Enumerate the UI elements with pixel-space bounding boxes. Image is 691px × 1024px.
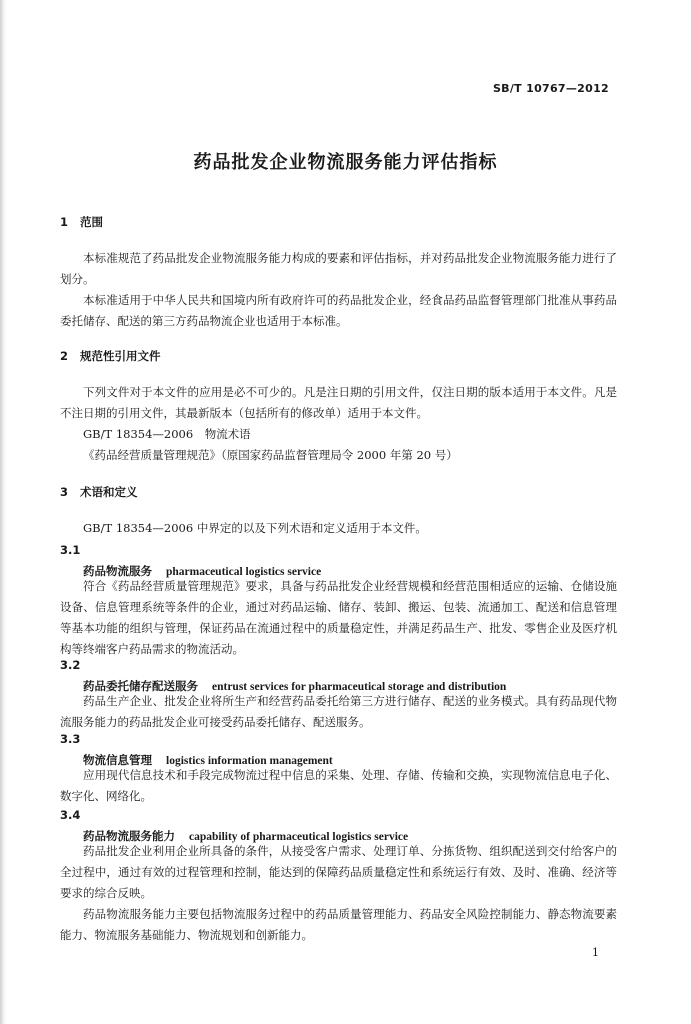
paragraph: 符合《药品经营质量管理规范》要求，具备与药品批发企业经营规模和经营范围相适应的运输、仓储设施设备、信息管理系统等条件的企业，通过对药品运输、储存、装卸、搬运、包装、流通加工、配送和信息管理等基本功能的组织与管理，保证药品在流通过程中的质量稳定性，并满足药品生产、批发、零售企业及医疗机构等终端客户药品需求的物流活动。 bbox=[60, 579, 617, 656]
paragraph: 本标准规范了药品批发企业物流服务能力构成的要素和评估指标，并对药品批发企业物流服务能力进行了划分。 bbox=[60, 251, 617, 286]
section-title: 规范性引用文件 bbox=[80, 349, 161, 363]
paragraph: 药品物流服务能力主要包括物流服务过程中的药品质量管理能力、药品安全风险控制能力、静态物流要素能力、物流服务基础能力、物流规划和创新能力。 bbox=[60, 907, 617, 942]
page-title: 药品批发企业物流服务能力评估指标 bbox=[193, 152, 498, 173]
section-3-heading bbox=[60, 484, 138, 500]
term-english: pharmaceutical logistics service bbox=[166, 566, 322, 578]
paragraph: 本标准适用于中华人民共和国境内所有政府许可的药品批发企业，经食品药品监督管理部门批准从事药品委托储存、配送的第三方药品物流企业也适用于本标准。 bbox=[60, 293, 617, 328]
paragraph: 药品批发企业利用企业所具备的条件，从接受客户需求、处理订单、分拣货物、组织配送到交付给客户的全过程中，通过有效的过程管理和控制，能达到的保障药品质量稳定性和系统运行有效、及时、准确、经济等要求的综合反映。 bbox=[60, 844, 617, 900]
term-definition bbox=[60, 841, 617, 946]
paragraph: 下列文件对于本文件的应用是必不可少的。凡是注日期的引用文件，仅注日期的版本适用于本文件。凡是不注日期的引用文件，其最新版本（包括所有的修改单）适用于本文件。 bbox=[60, 385, 617, 420]
term-english: logistics information management bbox=[166, 755, 333, 767]
section-2-heading bbox=[60, 348, 161, 364]
term-definition bbox=[60, 691, 617, 733]
section-number: 3 bbox=[60, 485, 69, 499]
section-1-heading bbox=[60, 214, 103, 230]
term-definition bbox=[60, 576, 617, 660]
standard-code: SB/T 10767—2012 bbox=[492, 82, 609, 95]
clause-number: 3.3 bbox=[60, 732, 81, 746]
paragraph: 应用现代信息技术和手段完成物流过程中信息的采集、处理、存储、传输和交换，实现物流信息电子化、数字化、网络化。 bbox=[60, 768, 617, 803]
term-chinese: 药品物流服务能力 bbox=[83, 829, 175, 843]
term-english: capability of pharmaceutical logistics service bbox=[189, 831, 409, 843]
section-1-body bbox=[60, 248, 617, 332]
reference-item: 《药品经营质量管理规范》（原国家药品监督管理局令 2000 年第 20 号） bbox=[83, 448, 458, 462]
section-3-intro bbox=[60, 518, 617, 539]
clause-number: 3.2 bbox=[60, 658, 81, 672]
term-chinese: 药品物流服务 bbox=[83, 564, 152, 578]
paragraph: GB/T 18354—2006 中界定的以及下列术语和定义适用于本文件。 bbox=[83, 521, 427, 535]
section-title: 术语和定义 bbox=[80, 485, 138, 499]
clause-number: 3.1 bbox=[60, 543, 81, 557]
term-english: entrust services for pharmaceutical storage and distribution bbox=[212, 681, 507, 693]
section-2-body bbox=[60, 382, 617, 466]
clause-number: 3.4 bbox=[60, 808, 81, 822]
section-number: 1 bbox=[60, 215, 69, 229]
term-chinese: 物流信息管理 bbox=[83, 753, 152, 767]
section-number: 2 bbox=[60, 349, 69, 363]
term-chinese: 药品委托储存配送服务 bbox=[83, 679, 198, 693]
term-definition bbox=[60, 765, 617, 807]
reference-item: GB/T 18354—2006 物流术语 bbox=[83, 427, 251, 441]
paragraph: 药品生产企业、批发企业将所生产和经营药品委托给第三方进行储存、配送的业务模式。具有药品现代物流服务能力的药品批发企业可接受药品委托储存、配送服务。 bbox=[60, 694, 617, 729]
page-number: 1 bbox=[592, 946, 599, 959]
section-title: 范围 bbox=[80, 215, 103, 229]
